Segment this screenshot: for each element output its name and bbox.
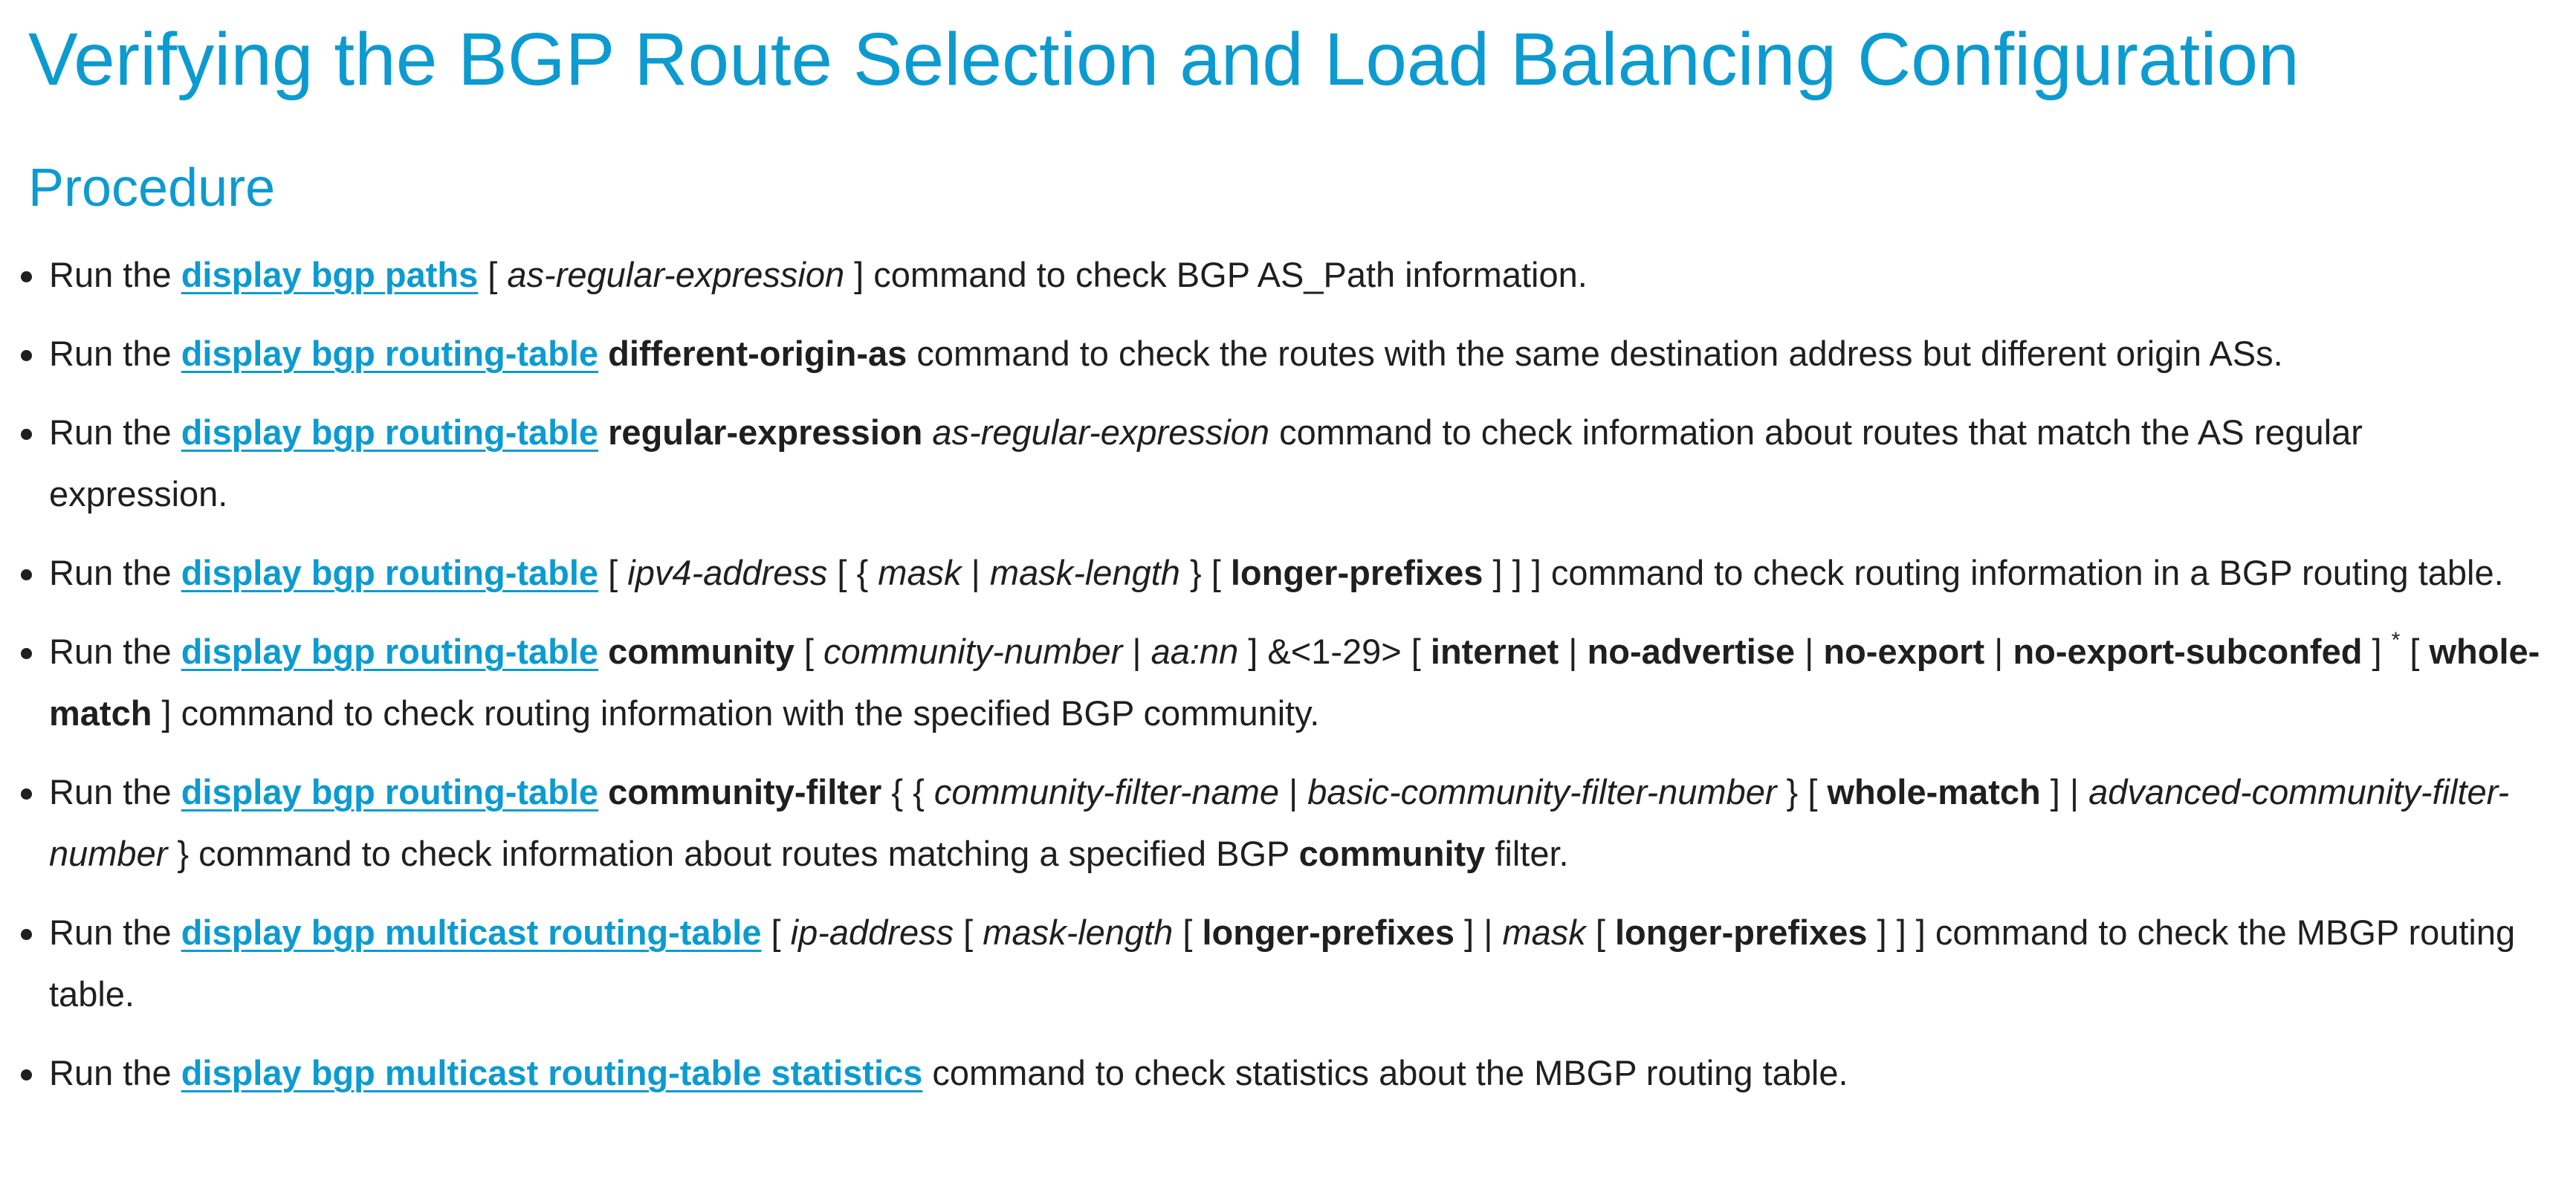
item-prefix: Run the — [49, 632, 181, 671]
list-item — [28, 401, 2540, 525]
command-link[interactable]: display bgp routing-table — [181, 553, 599, 592]
list-item — [28, 901, 2540, 1025]
item-prefix: Run the — [49, 412, 181, 452]
item-prefix: Run the — [49, 913, 181, 952]
item-description: community [ community-number | aa:nn ] &<1-29> [ internet | no-advertise | no-export | no-export-subconfed ] * [ whole-match ] command to check routing information with the specified BGP community. — [49, 628, 2540, 733]
command-link[interactable]: display bgp multicast routing-table statistics — [181, 1053, 923, 1092]
item-prefix: Run the — [49, 255, 181, 294]
list-item — [28, 323, 2540, 384]
command-link[interactable]: display bgp routing-table — [181, 632, 599, 671]
command-link[interactable]: display bgp routing-table — [181, 412, 599, 452]
item-description: [ ip-address [ mask-length [ longer-prefixes ] | mask [ longer-prefixes ] ] ] command to check the MBGP routing table. — [49, 913, 2516, 1014]
list-item — [28, 542, 2540, 603]
command-link[interactable]: display bgp routing-table — [181, 772, 599, 812]
list-item — [28, 1042, 2540, 1104]
item-prefix: Run the — [49, 334, 181, 373]
command-link[interactable]: display bgp paths — [181, 255, 479, 294]
command-link[interactable]: display bgp routing-table — [181, 334, 599, 373]
list-item — [28, 621, 2540, 744]
item-prefix: Run the — [49, 772, 181, 812]
item-prefix: Run the — [49, 553, 181, 592]
item-prefix: Run the — [49, 1053, 181, 1092]
item-description: command to check statistics about the MBGP routing table. — [922, 1053, 1848, 1092]
item-description: [ as-regular-expression ] command to check BGP AS_Path information. — [478, 255, 1588, 294]
command-link[interactable]: display bgp multicast routing-table — [181, 913, 762, 952]
section-heading: Procedure — [28, 158, 276, 218]
item-description: different-origin-as command to check the routes with the same destination address but different origin ASs. — [608, 334, 2283, 373]
page-title: Verifying the BGP Route Selection and Load Balancing Configuration — [28, 18, 2300, 101]
procedure-list — [28, 244, 2540, 1104]
list-item — [28, 244, 2540, 305]
item-description: community-filter { { community-filter-name | basic-community-filter-number } [ whole-match ] | advanced-community-filter-number } command to check information about routes matching a specified BGP community filter. — [49, 772, 2510, 873]
item-description: regular-expression as-regular-expression command to check information about routes that match the AS regular expression. — [49, 412, 2363, 514]
list-item — [28, 761, 2540, 884]
item-description: [ ipv4-address [ { mask | mask-length } [ longer-prefixes ] ] ] command to check routing information in a BGP routing table. — [598, 553, 2504, 592]
